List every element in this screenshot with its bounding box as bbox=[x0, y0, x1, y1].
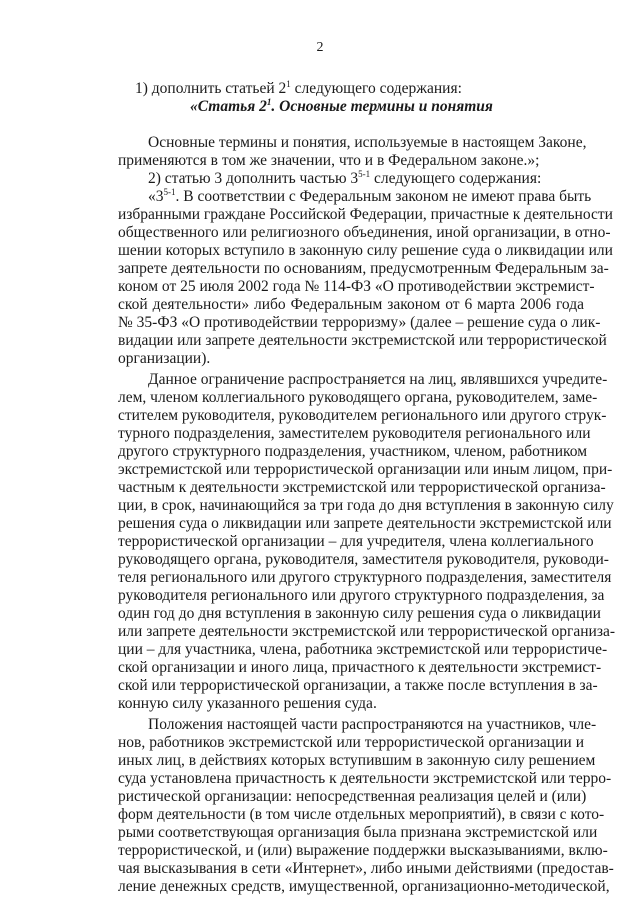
text-line: ской деятельности» либо Федеральным законом от 6 марта 2006 года bbox=[118, 296, 584, 313]
text-line: конную силу указанного решения суда. bbox=[118, 695, 377, 712]
text-line: или запрете деятельности экстремистской или террористической организа- bbox=[118, 623, 616, 640]
item-1-superscript: 1 bbox=[286, 79, 291, 89]
text-line: лем, членом коллегиального руководящего органа, руководителем, заме- bbox=[118, 389, 598, 406]
text-line: Основные термины и понятия, используемые в настоящем Законе, bbox=[148, 134, 587, 151]
text-line: один год до дня вступления в законную силу решения суда о ликвидации bbox=[118, 605, 601, 622]
text-line: руководителя регионального или другого структурного подразделения, за bbox=[118, 587, 605, 604]
heading-text: «Статья 2 bbox=[190, 98, 267, 115]
text-line: Положения настоящей части распространяются на участников, чле- bbox=[148, 716, 597, 733]
article-heading bbox=[190, 98, 493, 116]
text-line: стителем руководителя, руководителем регионального или другого струк- bbox=[118, 407, 607, 424]
text-line: частным к деятельности экстремистской или террористической организа- bbox=[118, 479, 606, 496]
text-line: рыми соответствующая организация была признана экстремистской или bbox=[118, 824, 598, 841]
text-line: террористической организации – для учредителя, члена коллегиального bbox=[118, 533, 594, 550]
amendment-item-1 bbox=[135, 80, 462, 98]
text-line: Данное ограничение распространяется на лиц, являвшихся учредите- bbox=[148, 371, 608, 388]
text-line: избранными граждане Российской Федерации, причастные к деятельности bbox=[118, 206, 613, 223]
item-2-text: 2) статью 3 дополнить частью 3 bbox=[148, 170, 359, 187]
text-line: видации или запрете деятельности экстремистской или террористической bbox=[118, 332, 607, 349]
text-line: шении которых вступило в законную силу решение суда о ликвидации или bbox=[118, 242, 613, 259]
text-line: руководящего органа, руководителя, заместителя руководителя, руководи- bbox=[118, 551, 609, 568]
heading-superscript: 1 bbox=[266, 97, 272, 107]
text-line: нов, работников экстремистской или террористической организации и bbox=[118, 734, 584, 751]
text-line: ской или террористической организации, а также после вступления в за- bbox=[118, 677, 598, 694]
page-number: 2 bbox=[316, 40, 324, 55]
item-1-text-end: следующего содержания: bbox=[290, 80, 462, 97]
text-line: общественного или религиозного объединения, иной организации, в отно- bbox=[118, 224, 611, 241]
text-line: форм деятельности (в том числе отдельных мероприятий), в связи с кото- bbox=[118, 806, 605, 823]
text-line: ление денежных средств, имущественной, организационно-методической, bbox=[118, 878, 610, 895]
text-line: применяются в том же значении, что и в Федеральном законе.»; bbox=[118, 152, 540, 169]
text-line: чая высказывания в сети «Интернет», либо иными действиями (предостав- bbox=[118, 860, 614, 877]
text-line: иных лиц, в действиях которых вступившим в законную силу решением bbox=[118, 752, 596, 769]
amendment-item-2 bbox=[148, 170, 541, 188]
text-line: экстремистской или террористической организации или иным лицом, при- bbox=[118, 461, 613, 478]
part-superscript: 5-1 bbox=[163, 187, 176, 197]
text-line: ристической организации: непосредственная реализация целей и (или) bbox=[118, 788, 587, 805]
text-line: «3$^{5-1}$. В соответствии с Федеральным законом не имеют права быть bbox=[148, 187, 592, 205]
heading-title: . Основные термины и понятия bbox=[271, 98, 493, 115]
item-2-superscript: 5-1 bbox=[358, 169, 371, 179]
text-line: коном от 25 июля 2002 года № 114-ФЗ «О противодействии экстремист- bbox=[118, 278, 595, 295]
text-line: запрете деятельности по основаниям, предусмотренным Федеральным за- bbox=[118, 260, 609, 277]
text-line: № 35-ФЗ «О противодействии терроризму» (далее – решение суда о лик- bbox=[118, 314, 601, 331]
text-line: теля регионального или другого структурного подразделения, заместителя bbox=[118, 569, 612, 586]
text-line: турного подразделения, заместителем руководителя регионального или bbox=[118, 425, 591, 442]
item-1-text: 1) дополнить статьей 2 bbox=[135, 80, 287, 97]
text-line: другого структурного подразделения, участником, членом, работником bbox=[118, 443, 588, 460]
text-line: ской организации и иного лица, причастного к деятельности экстремист- bbox=[118, 659, 602, 676]
text-line: террористической, и (или) выражение поддержки высказываниями, вклю- bbox=[118, 842, 608, 859]
text-line: решения суда о ликвидации или запрете деятельности экстремистской или bbox=[118, 515, 612, 532]
text-line: организации). bbox=[118, 350, 211, 367]
item-2-text-end: следующего содержания: bbox=[370, 170, 542, 187]
text-line: ции – для участника, члена, работника экстремистской или террористиче- bbox=[118, 641, 608, 658]
text-line: суда установлена причастность к деятельности экстремистской или терро- bbox=[118, 770, 612, 787]
text-line: ции, в срок, начинающийся за три года до дня вступления в законную силу bbox=[118, 497, 614, 514]
